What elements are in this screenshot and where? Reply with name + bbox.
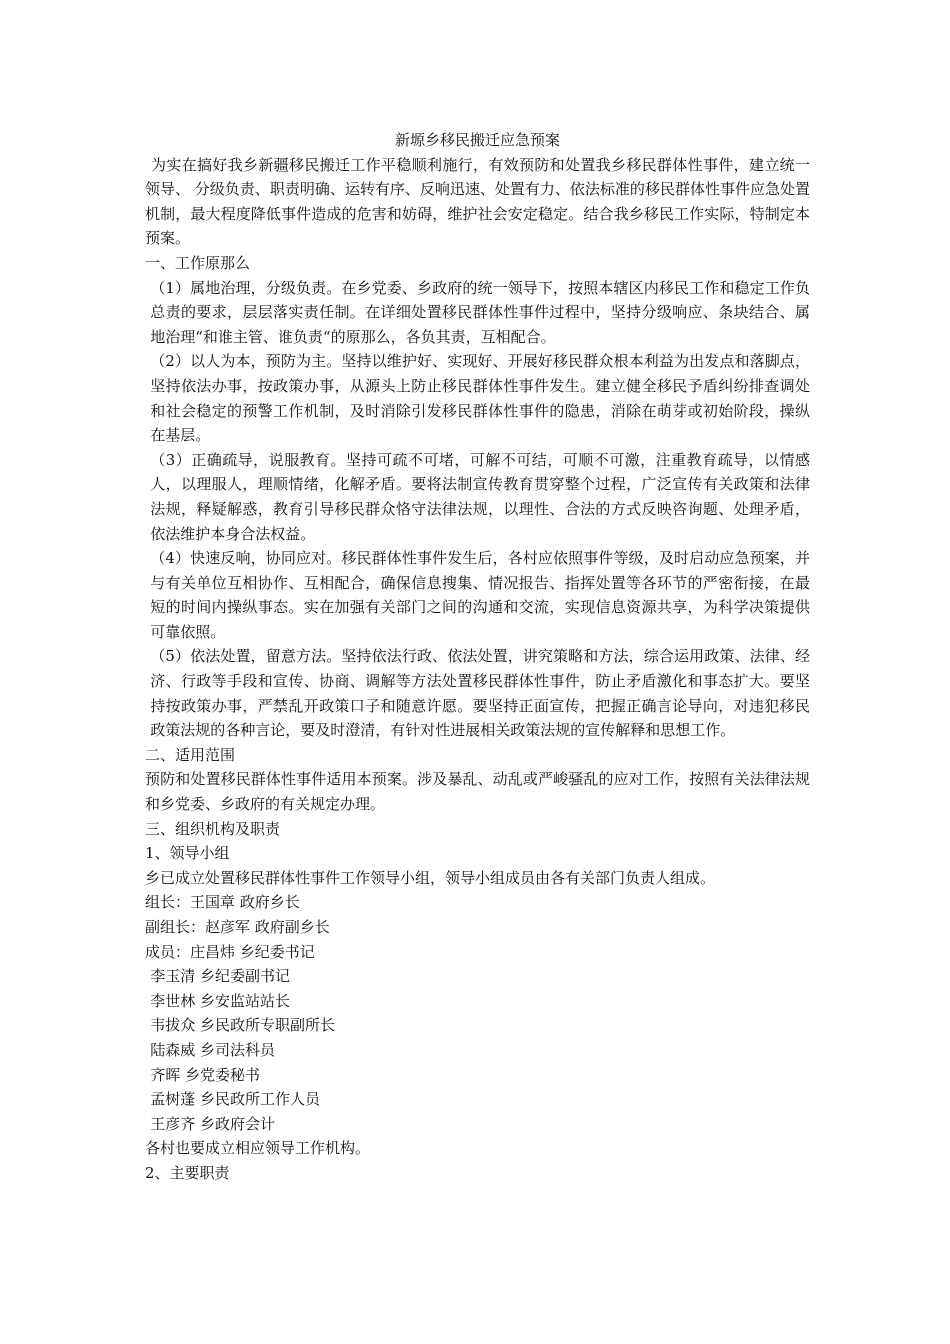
principle-paragraph: （4）快速反响，协同应对。移民群体性事件发生后，各村应依照事件等级，及时启动应急预案，并与有关单位互相协作、互相配合，确保信息搜集、情况报告、指挥处置等各环节的严密衔接，在最短的时间内操纵事态。实在加强有关部门之间的沟通和交流，实现信息资源共享，为科学决策提供可靠依照。 xyxy=(150,549,810,641)
member-line: 组长：王国章 政府乡长 xyxy=(145,893,300,912)
member-line: 副组长：赵彦军 政府副乡长 xyxy=(145,918,330,936)
principle-paragraph: （3）正确疏导，说服教育。坚持可疏不可堵，可解不可结，可顺不可激，注重教育疏导，以情感人，以理服人，理顺情绪，化解矛盾。要将法制宣传教育贯穿整个过程，广泛宣传有关政策和法律法规，释疑解惑，教育引导移民群众恪守法律法规，以理性、合法的方式反映咨询题、处理矛盾，依法维护本身合法权益。 xyxy=(150,450,810,543)
body-paragraph: 各村也要成立相应领导工作机构。 xyxy=(145,1139,371,1158)
principle-paragraph: （2）以人为本，预防为主。坚持以维护好、实现好、开展好移民群众根本利益为出发点和落脚点，坚持依法办事，按政策办事，从源头上防止移民群体性事件发生。建立健全移民予盾纠纷排查调处和社会稳定的预警工作机制，及时消除引发移民群体性事件的隐患，消除在萌芽或初始阶段，操纵在基层。 xyxy=(150,352,810,445)
member-line: 齐晖 乡党委秘书 xyxy=(150,1065,261,1084)
subsection-heading: 1、领导小组 xyxy=(145,844,230,863)
member-line: 王彦齐 乡政府会计 xyxy=(150,1114,276,1133)
section-heading: 一、工作原那么 xyxy=(145,253,251,272)
member-line: 李玉清 乡纪委副书记 xyxy=(150,967,291,986)
member-line: 成员：庄昌炜 乡纪委书记 xyxy=(145,942,315,961)
member-line: 李世林 乡安监站站长 xyxy=(150,991,291,1010)
member-line: 陆森威 乡司法科员 xyxy=(150,1040,276,1059)
document-page xyxy=(145,128,810,1186)
subsection-heading: 2、主要职责 xyxy=(145,1163,230,1182)
section-heading: 三、组织机构及职责 xyxy=(145,819,281,838)
principle-paragraph: （5）依法处置，留意方法。坚持依法行政、依法处置，讲究策略和方法，综合运用政策、法律、经济、行政等手段和宣传、协商、调解等方法处置移民群体性事件，防止矛盾激化和事态扩大。要坚持按政策办事，严禁乱开政策口子和随意许愿。要坚持正面宣传，把握正确言论导向，对违犯移民政策法规的各种言论，要及时澄清，有针对性进展相关政策法规的宣传解释和思想工作。 xyxy=(150,647,810,740)
member-line: 韦拔众 乡民政所专职副所长 xyxy=(150,1016,336,1035)
body-paragraph: 乡已成立处置移民群体性事件工作领导小组，领导小组成员由各有关部门负责人组成。 xyxy=(145,868,716,887)
member-line: 孟树蓬 乡民政所工作人员 xyxy=(150,1090,321,1109)
scope-paragraph: 预防和处置移民群体性事件适用本预案。涉及暴乱、动乱或严峻骚乱的应对工作，按照有关法律法规和乡党委、乡政府的有关规定办理。 xyxy=(145,770,810,814)
document-title: 新塬乡移民搬迁应急预案 xyxy=(394,131,560,149)
section-heading: 二、适用范围 xyxy=(145,745,236,764)
intro-paragraph: 为实在搞好我乡新疆移民搬迁工作平稳顺利施行，有效预防和处置我乡移民群体性事件，建立统一领导、 分级负责、职责明确、运转有序、反响迅速、处置有力、依法标准的移民群体性事件应急处置机制，最大程度降低事件造成的危害和妨碍，维护社会安定稳定。结合我乡移民工作实际，特制定本预案。 xyxy=(145,155,810,248)
principle-paragraph: （1）属地治理，分级负责。在乡党委、乡政府的统一领导下，按照本辖区内移民工作和稳定工作负总责的要求，层层落实责任制。在详细处置移民群体性事件过程中，坚持分级响应、条块结合、属地治理“和谁主管、谁负责“的原那么，各负其责，互相配合。 xyxy=(150,278,810,346)
